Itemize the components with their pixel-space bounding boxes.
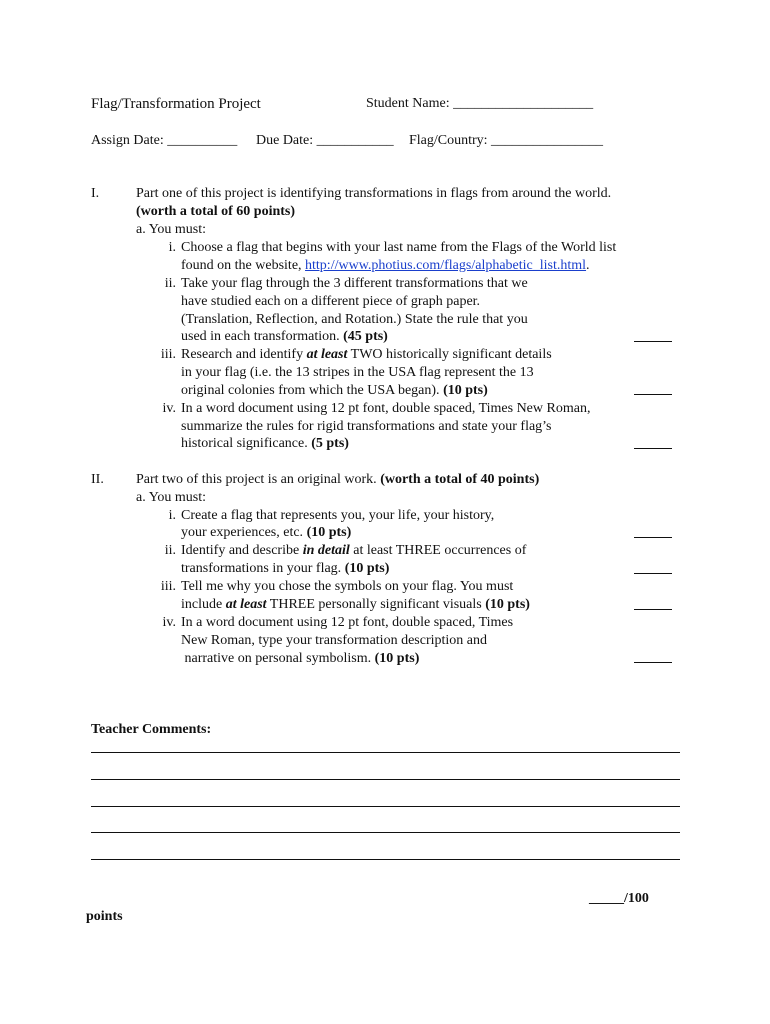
part1-ii-line1: Take your flag through the 3 different transformations that we <box>181 276 528 291</box>
part1-worth: (worth a total of 60 points) <box>136 204 296 219</box>
comment-line[interactable] <box>91 859 680 860</box>
part2-you-must: a. You must: <box>136 490 207 505</box>
part1-intro: Part one of this project is identifying transformations in flags from around the world. <box>136 186 612 201</box>
part2-iii-line2 <box>181 596 530 614</box>
part2-iii-numeral: iii. <box>160 579 176 594</box>
part2-iv-points: (10 pts) <box>374 651 420 666</box>
part1-iii-line2: in your flag (i.e. the 13 stripes in the USA flag represent the 13 <box>181 365 534 380</box>
part1-i-line1: Choose a flag that begins with your last name from the Flags of the World list <box>181 240 617 255</box>
part1-ii-score-blank[interactable] <box>634 341 672 342</box>
part2-numeral: II. <box>91 472 104 487</box>
student-name-field[interactable]: Student Name: ____________________ <box>366 96 594 111</box>
part2-intro-text: Part two of this project is an original work. <box>136 472 381 487</box>
part1-iv-points: (5 pts) <box>311 436 349 451</box>
part1-iii-points: (10 pts) <box>443 383 488 398</box>
part2-iv-score-blank[interactable] <box>634 662 672 663</box>
part2-i-line2 <box>181 524 351 542</box>
part2-i-line2-text: your experiences, etc. <box>181 525 307 540</box>
part2-iii-line1: Tell me why you chose the symbols on your flag. You must <box>181 579 514 594</box>
total-score[interactable]: _____/100 <box>589 891 649 906</box>
part1-i-line2 <box>181 257 590 275</box>
part2-ii-line2-text: transformations in your flag. <box>181 561 345 576</box>
part2-iv-line2: New Roman, type your transformation description and <box>181 633 487 648</box>
comment-line[interactable] <box>91 779 680 780</box>
part2-i-points: (10 pts) <box>306 525 352 540</box>
part1-iv-line3-text: historical significance. <box>181 436 312 451</box>
part2-iv-numeral: iv. <box>162 615 176 630</box>
part1-iii-line1b: TWO historically significant details <box>347 347 552 362</box>
comment-line[interactable] <box>91 806 680 807</box>
part1-ii-line2: have studied each on a different piece of graph paper. <box>181 294 481 309</box>
flag-country-field[interactable]: Flag/Country: ________________ <box>409 133 604 148</box>
part2-i-numeral: i. <box>168 508 176 523</box>
part1-i-numeral: i. <box>168 240 176 255</box>
part2-worth: (worth a total of 40 points) <box>380 472 540 487</box>
assign-date-field[interactable]: Assign Date: __________ <box>91 133 238 148</box>
part1-iii-line1 <box>181 346 552 364</box>
part1-ii-line3: (Translation, Reflection, and Rotation.) State the rule that you <box>181 312 528 327</box>
comment-line[interactable] <box>91 832 680 833</box>
part1-i-line2-text: found on the website, <box>181 258 306 273</box>
part2-iii-line2b: THREE personally significant visuals <box>266 597 486 612</box>
part2-i-line1: Create a flag that represents you, your life, your history, <box>181 508 495 523</box>
part1-ii-points: (45 pts) <box>343 329 388 344</box>
part1-numeral: I. <box>91 186 100 201</box>
due-date-field[interactable]: Due Date: ___________ <box>256 133 394 148</box>
part1-iv-line3 <box>181 435 349 453</box>
part1-iv-line2: summarize the rules for rigid transformations and state your flag’s <box>181 419 552 434</box>
part1-iii-line1a: Research and identify <box>181 347 307 362</box>
part2-ii-score-blank[interactable] <box>634 573 672 574</box>
part2-ii-line1 <box>181 542 526 560</box>
part1-iii-numeral: iii. <box>160 347 176 362</box>
points-label: points <box>86 909 123 924</box>
part1-you-must: a. You must: <box>136 222 207 237</box>
part1-iv-line1: In a word document using 12 pt font, double spaced, Times New Roman, <box>181 401 591 416</box>
part1-iii-score-blank[interactable] <box>634 394 672 395</box>
part2-iv-line1: In a word document using 12 pt font, double spaced, Times <box>181 615 514 630</box>
part2-iii-points: (10 pts) <box>485 597 530 612</box>
part2-iv-line3-text: narrative on personal symbolism. <box>181 651 375 666</box>
project-title: Flag/Transformation Project <box>91 96 261 112</box>
part1-iii-line3-text: original colonies from which the USA began). <box>181 383 444 398</box>
part2-ii-line1b: at least THREE occurrences of <box>349 543 527 558</box>
part1-iv-numeral: iv. <box>162 401 176 416</box>
part2-i-score-blank[interactable] <box>634 537 672 538</box>
part2-intro <box>136 471 539 489</box>
part1-iv-score-blank[interactable] <box>634 448 672 449</box>
part2-ii-emphasis: in detail <box>302 543 350 558</box>
part2-ii-line1a: Identify and describe <box>181 543 303 558</box>
part2-iv-line3 <box>181 650 419 668</box>
teacher-comments-label: Teacher Comments: <box>91 722 212 737</box>
part2-ii-points: (10 pts) <box>344 561 390 576</box>
part1-iii-line3 <box>181 382 488 400</box>
part2-iii-score-blank[interactable] <box>634 609 672 610</box>
part2-iii-emphasis: at least <box>225 597 267 612</box>
flags-website-link[interactable]: http://www.photius.com/flags/alphabetic_list.html <box>305 258 587 273</box>
part1-ii-numeral: ii. <box>164 276 176 291</box>
part1-i-period: . <box>586 258 590 273</box>
part2-ii-line2 <box>181 560 389 578</box>
part1-iii-emphasis: at least <box>306 347 348 362</box>
part2-iii-line2a: include <box>181 597 226 612</box>
part1-ii-line4-text: used in each transformation. <box>181 329 344 344</box>
part1-ii-line4 <box>181 328 388 346</box>
part2-ii-numeral: ii. <box>164 543 176 558</box>
comment-line[interactable] <box>91 752 680 753</box>
